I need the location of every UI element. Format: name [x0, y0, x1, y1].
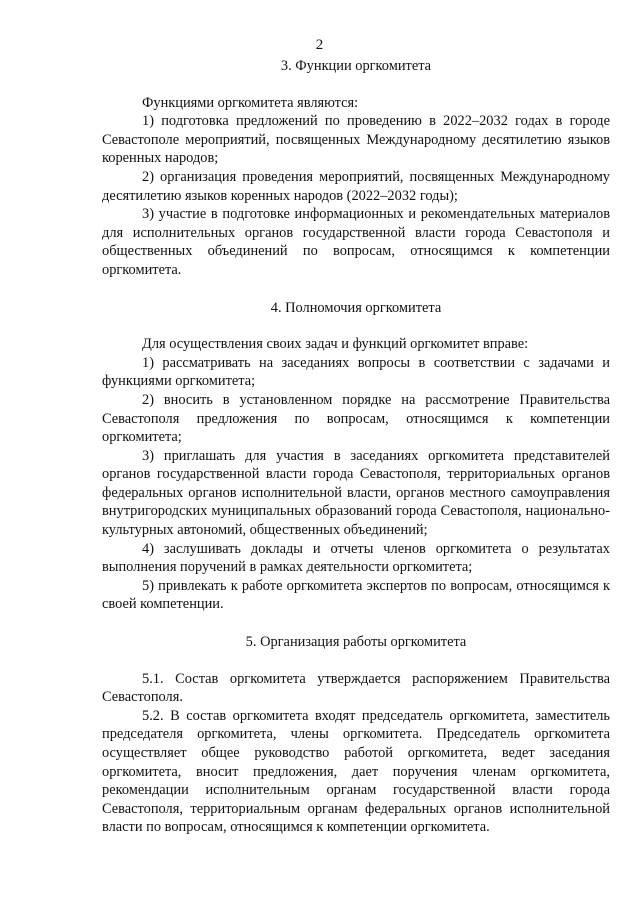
- section-4-item-2: 2) вносить в установленном порядке на рассмотрение Правительства Севастополя предложения по вопросам, относящимся к компетенции оргкомитета;: [102, 391, 610, 446]
- section-5-item-2: 5.2. В состав оргкомитета входят председатель оргкомитета, заместитель председателя оргкомитета, члены оргкомитета. Председатель оргкомитета осуществляет общее руководство работой оргкомитета, ведет заседания оргкомитета, вносит предложения, дает поручения членам оргкомитета, рекомендации исполнительным органам государственной власти города Севастополя, территориальным органам федеральных органов исполнительной власти по вопросам, относящимся к компетенции оргкомитета.: [102, 707, 610, 836]
- section-4-intro: Для осуществления своих задач и функций оргкомитет вправе:: [142, 336, 529, 353]
- section-4-item-5: 5) привлекать к работе оргкомитета экспертов по вопросам, относящимся к своей компетенции.: [102, 577, 610, 613]
- section-5-item-1: 5.1. Состав оргкомитета утверждается распоряжением Правительства Севастополя.: [102, 670, 610, 706]
- section-3-heading: 3. Функции оргкомитета: [280, 58, 432, 74]
- section-3-item-1: 1) подготовка предложений по проведению в 2022–2032 годах в городе Севастополе мероприятий, посвященных Международному десятилетию языков коренных народов;: [102, 113, 610, 167]
- section-4-item-4: 4) заслушивать доклады и отчеты членов оргкомитета о результатах выполнения поручений в рамках деятельности оргкомитета;: [102, 540, 610, 576]
- section-4-item-1: 1) рассматривать на заседаниях вопросы в соответствии с задачами и функциями оргкомитета;: [102, 354, 610, 390]
- page-number: 2: [315, 37, 324, 53]
- section-4-heading: 4. Полномочия оргкомитета: [270, 299, 442, 316]
- section-5-heading: 5. Организация работы оргкомитета: [245, 634, 467, 651]
- section-3-item-3: 3) участие в подготовке информационных и рекомендательных материалов для исполнительных органов государственной власти города Севастополя и общественных объединений по вопросам, относящимся к компетенции оргкомитета.: [102, 206, 610, 278]
- section-4-item-3: 3) приглашать для участия в заседаниях оргкомитета представителей органов государственной власти города Севастополя, территориальных органов федеральных органов исполнительной власти, органов местного самоуправления внутригородских муниципальных образований города Севастополя, национально-культурных автономий, общественных объединений;: [102, 447, 610, 539]
- document-body: [102, 57, 610, 837]
- section-5: [102, 633, 610, 837]
- section-3-intro: Функциями оргкомитета являются:: [142, 94, 359, 111]
- section-4: [102, 299, 610, 615]
- section-3: [102, 57, 610, 280]
- section-3-item-2: 2) организация проведения мероприятий, посвященных Международному десятилетию языков коренных народов (2022–2032 годы);: [102, 168, 610, 204]
